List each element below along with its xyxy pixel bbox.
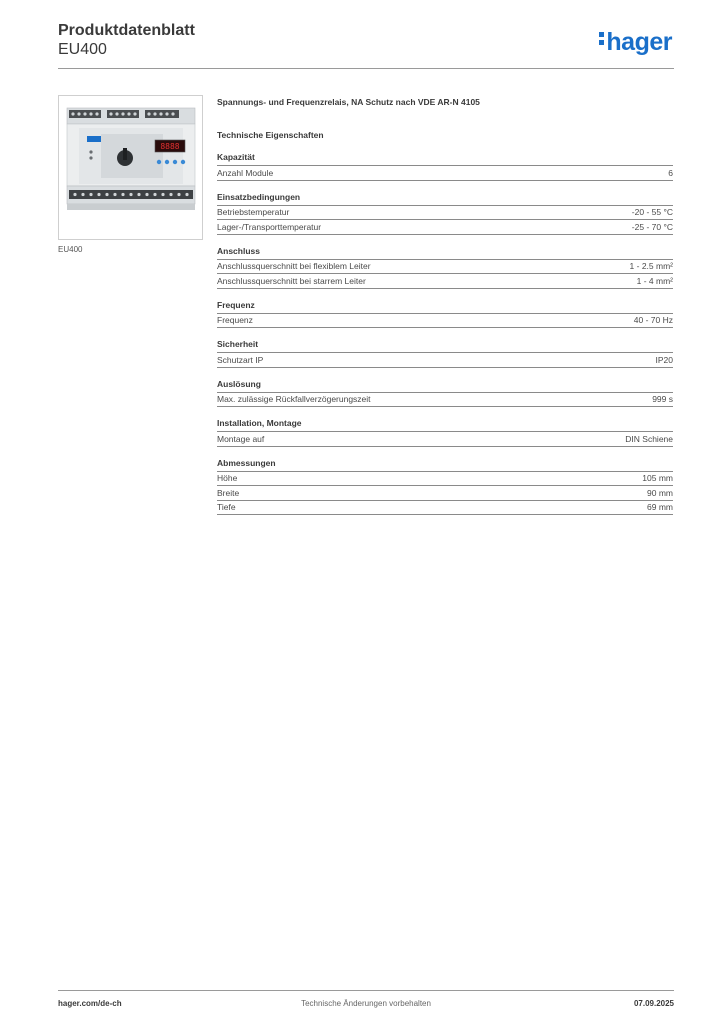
spec-group-title: Einsatzbedingungen — [217, 192, 673, 206]
section-title: Technische Eigenschaften — [217, 130, 324, 140]
spec-label: Montage auf — [217, 433, 265, 444]
footer-divider — [58, 990, 674, 991]
spec-group-title: Abmessungen — [217, 458, 673, 472]
product-image — [58, 95, 203, 240]
document-title: Produktdatenblatt — [58, 22, 195, 39]
spec-group-abmessungen — [217, 458, 673, 516]
product-code: EU400 — [58, 41, 107, 58]
spec-group-title: Installation, Montage — [217, 418, 673, 432]
spec-row — [217, 260, 673, 275]
spec-label: Breite — [217, 487, 240, 498]
footer-note: Technische Änderungen vorbehalten — [301, 999, 431, 1008]
spec-value: 999 s — [652, 394, 673, 404]
spec-value: 6 — [668, 167, 673, 178]
image-caption: EU400 — [58, 245, 83, 254]
spec-group-frequenz — [217, 300, 673, 329]
spec-label: Lager-/Transporttemperatur — [217, 221, 322, 232]
spec-value: -20 - 55 °C — [631, 207, 673, 217]
spec-group-ausloesung — [217, 379, 673, 408]
spec-label: Anschlussquerschnitt bei starrem Leiter — [217, 275, 366, 286]
spec-group-sicherheit — [217, 339, 673, 368]
spec-row — [217, 432, 673, 447]
logo-dots-icon — [599, 29, 604, 48]
spec-value: 1 - 4 mm² — [636, 275, 673, 286]
spec-label: Max. zulässige Rückfallverzögerungszeit — [217, 394, 371, 404]
logo-text: hager — [606, 28, 672, 56]
spec-value: 40 - 70 Hz — [633, 315, 673, 325]
spec-value: 1 - 2.5 mm² — [629, 261, 673, 271]
display-readout: 8888 — [160, 142, 180, 151]
spec-group-title: Sicherheit — [217, 339, 673, 353]
relay-device-icon — [59, 96, 202, 239]
footer-date: 07.09.2025 — [633, 999, 674, 1008]
spec-value: 69 mm — [647, 502, 673, 512]
spec-label: Frequenz — [217, 315, 253, 325]
spec-row — [217, 353, 673, 368]
spec-row — [217, 393, 673, 408]
spec-row — [217, 166, 673, 181]
spec-value: DIN Schiene — [625, 433, 673, 444]
spec-value: 90 mm — [647, 487, 673, 498]
spec-group-installation — [217, 418, 673, 447]
spec-group-title: Kapazität — [217, 152, 673, 166]
spec-row — [217, 486, 673, 501]
document-header — [58, 22, 674, 59]
spec-value: IP20 — [655, 354, 673, 365]
product-description: Spannungs- und Frequenzrelais, NA Schutz nach VDE AR-N 4105 — [217, 97, 480, 107]
spec-value: 105 mm — [642, 473, 673, 483]
footer-website-link[interactable]: hager.com/de-ch — [58, 999, 122, 1008]
spec-group-einsatzbedingungen — [217, 192, 673, 235]
spec-row — [217, 472, 673, 487]
spec-row — [217, 220, 673, 235]
spec-row — [217, 501, 673, 516]
spec-value: -25 - 70 °C — [631, 221, 673, 232]
spec-group-title: Anschluss — [217, 246, 673, 260]
spec-label: Anzahl Module — [217, 167, 274, 178]
spec-label: Betriebstemperatur — [217, 207, 290, 217]
spec-row — [217, 274, 673, 289]
header-divider — [58, 68, 674, 69]
product-specifications — [217, 97, 673, 515]
spec-label: Schutzart IP — [217, 354, 264, 365]
hager-logo — [599, 28, 672, 57]
spec-group-title: Auslösung — [217, 379, 673, 393]
spec-group-kapazitaet — [217, 152, 673, 181]
spec-group-anschluss — [217, 246, 673, 289]
spec-row — [217, 206, 673, 221]
spec-label: Tiefe — [217, 502, 236, 512]
spec-row — [217, 314, 673, 329]
spec-group-title: Frequenz — [217, 300, 673, 314]
spec-label: Höhe — [217, 473, 238, 483]
spec-label: Anschlussquerschnitt bei flexiblem Leiter — [217, 261, 371, 271]
